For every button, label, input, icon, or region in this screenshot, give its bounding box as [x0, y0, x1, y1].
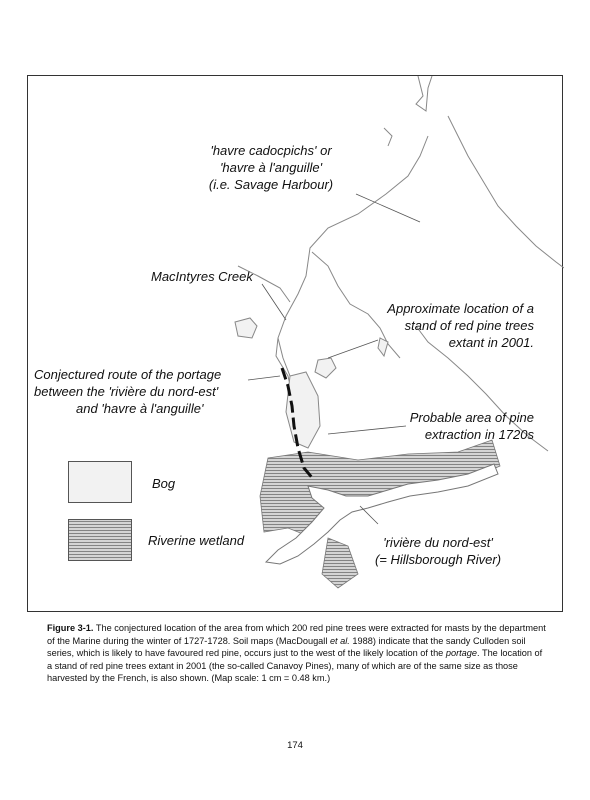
bog-patch: [315, 358, 336, 378]
legend-bog-label: Bog: [152, 476, 176, 491]
label-macintyres-creek: MacIntyres Creek: [151, 269, 253, 284]
caption-text-2: 1988) indicate that the sandy Culloden soil series, which is likely to have favoured red pine, occurs just to the west of the likely location of the: [47, 635, 526, 659]
wetland-area: [260, 440, 500, 536]
legend-wetland-swatch: [68, 519, 132, 561]
legend-wetland-label: Riverine wetland: [148, 533, 245, 548]
label-savage-harbour: 'havre cadocpichs' or 'havre à l'anguille' (i.e. Savage Harbour): [208, 143, 334, 192]
figure-label: Figure 3-1.: [47, 623, 94, 633]
page-number: 174: [287, 740, 303, 751]
caption-et-al: et al.: [329, 635, 350, 646]
map-frame: [27, 75, 563, 612]
legend-bog-swatch: [68, 461, 132, 503]
caption-portage: portage: [445, 648, 478, 659]
caption-text-1: The conjectured location of the area from which 200 red pine trees were extracted for masts by the department of the Marine during the winter of 1727-1728. Soil maps (MacDougall: [47, 623, 546, 646]
label-pine-extraction: Probable area of pine extraction in 1720s: [409, 410, 534, 442]
label-red-pine-stand: Approximate location of a stand of red pine trees extant in 2001.: [387, 301, 534, 350]
label-portage-route: Conjectured route of the portage between the 'rivière du nord-est' and 'havre à l'anguille': [34, 367, 222, 416]
caption-text-3: . The location of a stand of red pine trees extant in 2001 (the so-called Canavoy Pines), many of which are of the same size as those harvested by the French, is also shown. (Map scale: 1 cm = 0.48 km.): [47, 648, 543, 684]
bog-patch: [235, 318, 257, 338]
coastline: [416, 76, 432, 111]
figure-caption: [47, 622, 547, 685]
wetland-area: [322, 538, 358, 588]
label-river: 'rivière du nord-est' (= Hillsborough River): [374, 535, 502, 567]
